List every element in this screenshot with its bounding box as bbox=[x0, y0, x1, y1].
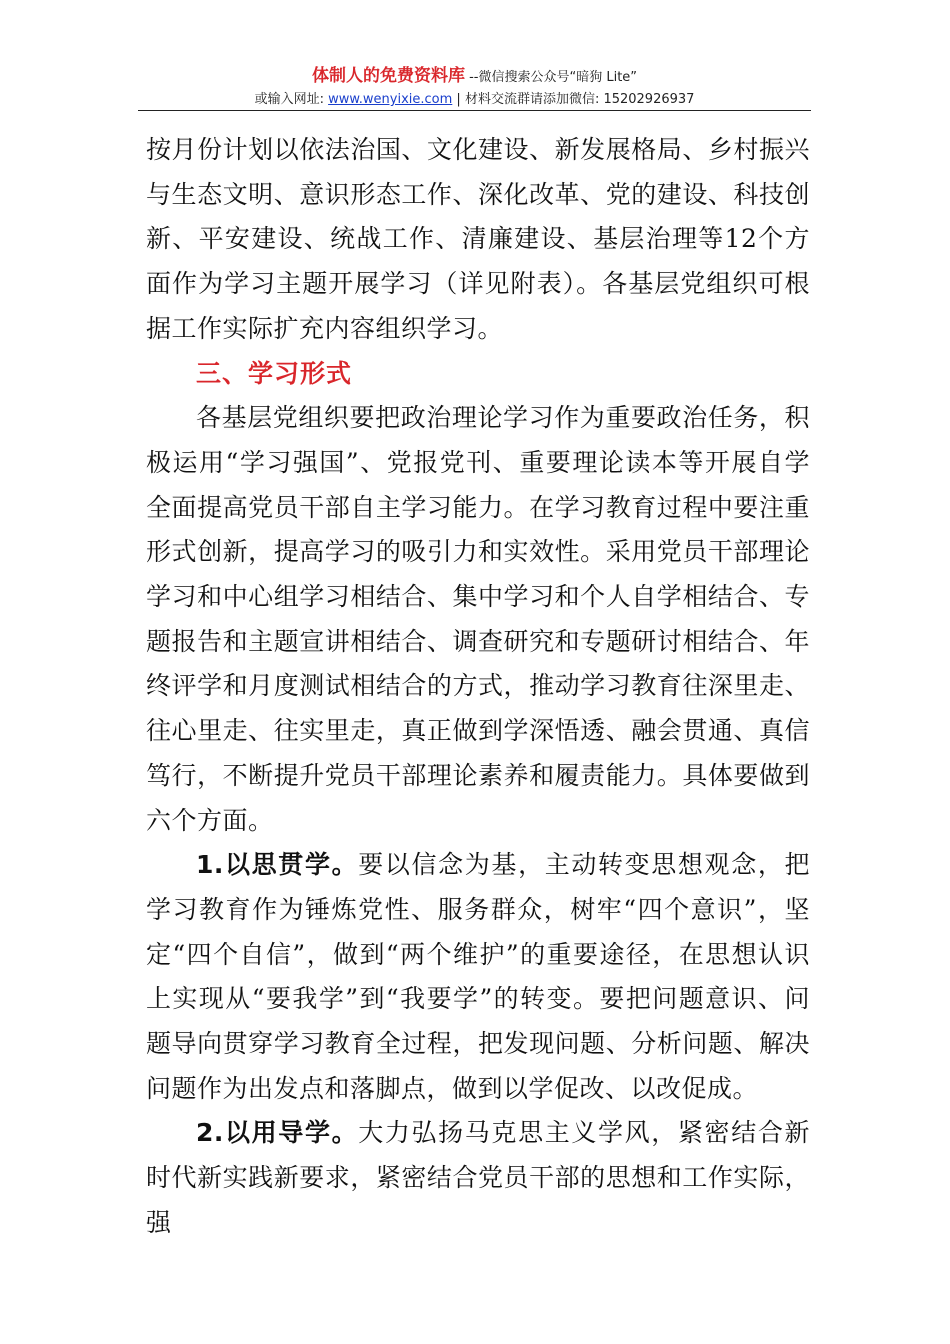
page-header bbox=[138, 64, 811, 110]
document-body bbox=[146, 128, 810, 1246]
list-item-2-text: 大力弘扬马克思主义学风，紧密结合新时代新实践新要求，紧密结合党员干部的思想和工作实际，强 bbox=[146, 1118, 810, 1237]
header-website-link[interactable]: www.wenyixie.com bbox=[328, 92, 453, 107]
list-item-2 bbox=[146, 1111, 810, 1245]
body-paragraph-study-topics: 按月份计划以依法治国、文化建设、新发展格局、乡村振兴与生态文明、意识形态工作、深化改革、党的建设、科技创新、平安建设、统战工作、清廉建设、基层治理等12个方面作为学习主题开展学习（详见附表）。各基层党组织可根据工作实际扩充内容组织学习。 bbox=[146, 135, 810, 343]
list-item-1-text: 要以信念为基，主动转变思想观念，把学习教育作为锤炼党性、服务群众，树牢“四个意识”，坚定“四个自信”，做到“两个维护”的重要途径，在思想认识上实现从“要我学”到“我要学”的转变。要把问题意识、问题导向贯穿学习教育全过程，把发现问题、分析问题、解决问题作为出发点和落脚点，做到以学促改、以改促成。 bbox=[146, 850, 810, 1103]
section-heading-study-form: 三、学习形式 bbox=[196, 358, 353, 388]
header-divider bbox=[138, 110, 811, 111]
body-paragraph-study-form: 各基层党组织要把政治理论学习作为重要政治任务，积极运用“学习强国”、党报党刊、重要理论读本等开展自学全面提高党员干部自主学习能力。在学习教育过程中要注重形式创新，提高学习的吸引力和实效性。采用党员干部理论学习和中心组学习相结合、集中学习和个人自学相结合、专题报告和主题宣讲相结合、调查研究和专题研讨相结合、年终评学和月度测试相结合的方式，推动学习教育往深里走、往心里走、往实里走，真正做到学深悟透、融会贯通、真信笃行，不断提升党员干部理论素养和履责能力。具体要做到六个方面。 bbox=[146, 403, 810, 835]
header-title: 体制人的免费资料库 bbox=[311, 66, 465, 86]
header-subtitle: --微信搜索公众号“暗狗 Lite” bbox=[464, 70, 638, 85]
list-item-1-lead: 1.以思贯学。 bbox=[196, 850, 359, 880]
header-line-1 bbox=[138, 64, 811, 90]
header-url-suffix: | 材料交流群请添加微信: 15202926937 bbox=[452, 92, 695, 107]
header-line-2 bbox=[138, 90, 811, 110]
list-item-1 bbox=[146, 843, 810, 1111]
header-url-prefix: 或输入网址: bbox=[254, 92, 329, 107]
list-item-2-lead: 2.以用导学。 bbox=[196, 1118, 359, 1148]
